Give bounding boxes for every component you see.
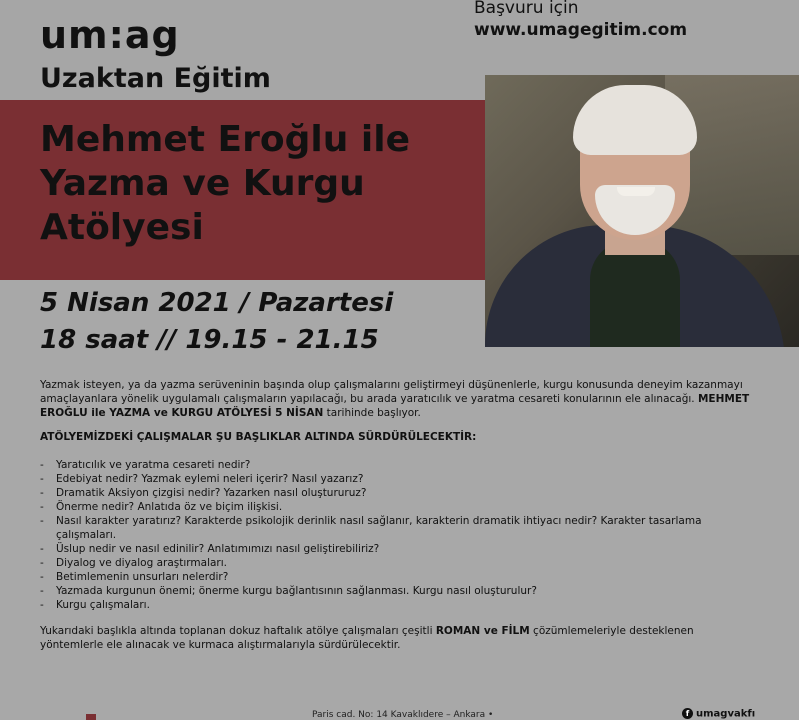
list-item: - Diyalog ve diyalog araştırmaları. (40, 556, 760, 570)
topics-list (40, 458, 760, 612)
list-item: - Nasıl karakter yaratırız? Karakterde psikolojik derinlik nasıl sağlanır, karakterin dramatik ihtiyacı nedir? Karakter tasarlama çalışmaları. (40, 514, 760, 542)
list-item: - Yaratıcılık ve yaratma cesareti nedir? (40, 458, 760, 472)
umag-logo: um:ag (40, 13, 180, 57)
list-item: - Önerme nedir? Anlatıda öz ve biçim ilişkisi. (40, 500, 760, 514)
intro-paragraph: Yazmak isteyen, ya da yazma serüveninin başında olup çalışmalarını geliştirmeyi düşünenlerle, kurgu konusunda deneyim kazanmayı amaçlayanlara yönelik uygulamalı çalışmaların yapılacağı, bu arada yaratıcılık ve yaratma cesareti konularının ele alınacağı. MEHMET EROĞLU ile YAZMA ve KURGU ATÖLYESİ 5 NİSAN tarihinde başlıyor. (40, 379, 750, 419)
title-line-3: Atölyesi (40, 207, 204, 248)
intro-highlight: MEHMET EROĞLU ile YAZMA ve KURGU ATÖLYESİ 5 NİSAN (40, 393, 750, 419)
closing-paragraph: Yukarıdaki başlıkla altında toplanan dokuz haftalık atölye çalışmaları çeşitli ROMAN ve FİLM çözümlemeleriyle desteklenen yöntemlerle ele alınacak ve kurmaca alıştırmalarıyla sürdürülecektir. (40, 625, 694, 651)
facebook-icon: f (682, 708, 693, 719)
list-item: - Yazmada kurgunun önemi; önerme kurgu bağlantısının sağlanması. Kurgu nasıl oluşturulur? (40, 584, 760, 598)
apply-url-link[interactable]: www.umagegitim.com (474, 20, 688, 40)
apply-label: Başvuru için (474, 0, 579, 18)
workshop-title (40, 118, 500, 250)
topics-heading: ATÖLYEMİZDEKİ ÇALIŞMALAR ŞU BAŞLIKLAR ALTINDA SÜRDÜRÜLECEKTİR: (40, 431, 477, 443)
workshop-date: 5 Nisan 2021 / Pazartesi (40, 288, 394, 318)
footer-social[interactable]: f umagvakfı (682, 708, 755, 720)
title-line-2: Yazma ve Kurgu (40, 163, 365, 204)
list-item: - Dramatik Aksiyon çizgisi nedir? Yazarken nasıl oluştururuz? (40, 486, 760, 500)
footer-address: Paris cad. No: 14 Kavaklıdere – Ankara • (312, 710, 494, 720)
instructor-photo (485, 75, 799, 347)
list-item: - Betimlemenin unsurları nelerdir? (40, 570, 760, 584)
page-subtitle: Uzaktan Eğitim (40, 63, 271, 94)
description-section (40, 378, 760, 652)
list-item: - Edebiyat nedir? Yazmak eylemi neleri içerir? Nasıl yazarız? (40, 472, 760, 486)
list-item: - Üslup nedir ve nasıl edinilir? Anlatımımızı nasıl geliştirebiliriz? (40, 542, 760, 556)
list-item: - Kurgu çalışmaları. (40, 598, 760, 612)
footer-logo-mark (86, 714, 96, 720)
workshop-time: 18 saat // 19.15 - 21.15 (40, 325, 379, 355)
title-line-1: Mehmet Eroğlu ile (40, 119, 410, 160)
closing-highlight: ROMAN ve FİLM (435, 625, 530, 637)
